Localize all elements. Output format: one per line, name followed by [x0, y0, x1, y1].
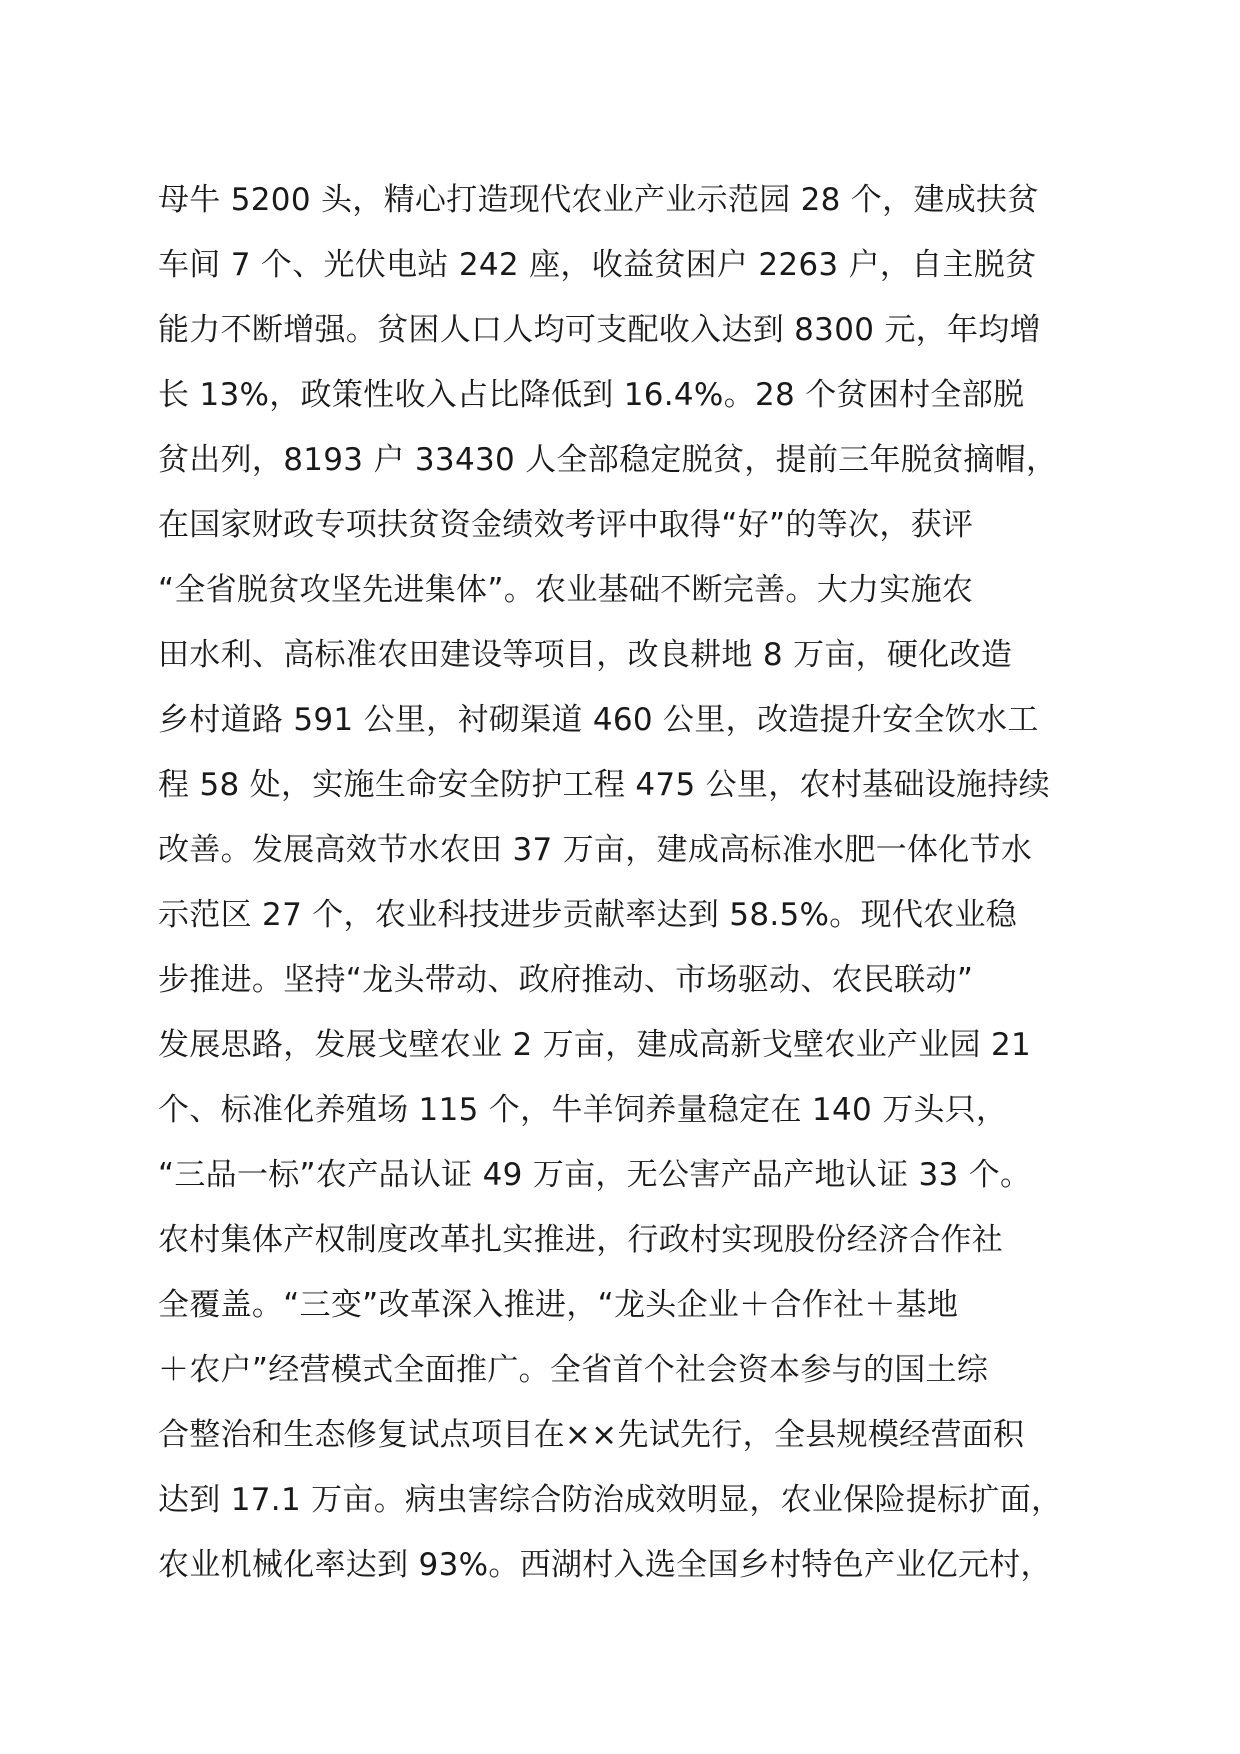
body-paragraph: [158, 168, 1118, 1598]
text-line: 步推进。坚持“龙头带动、政府推动、市场驱动、农民联动”: [158, 962, 974, 998]
text-line: 改善。发展高效节水农田 37 万亩，建成高标准水肥一体化节水: [158, 832, 1033, 868]
text-line: 农业机械化率达到 93%。西湖村入选全国乡村特色产业亿元村，: [158, 1547, 1052, 1583]
text-line: 示范区 27 个，农业科技进步贡献率达到 58.5%。现代农业稳: [158, 897, 1018, 933]
text-line: 贫出列，8193 户 33430 人全部稳定脱贫，提前三年脱贫摘帽，: [158, 442, 1058, 478]
text-line: 农村集体产权制度改革扎实推进，行政村实现股份经济合作社: [158, 1222, 1004, 1258]
text-line: 车间 7 个、光伏电站 242 座，收益贫困户 2263 户，自主脱贫: [158, 247, 1037, 283]
text-line: 乡村道路 591 公里，衬砌渠道 460 公里，改造提升安全饮水工: [158, 702, 1039, 738]
text-line: 母牛 5200 头，精心打造现代农业产业示范园 28 个，建成扶贫: [158, 182, 1039, 218]
text-line: 合整治和生态修复试点项目在××先试先行，全县规模经营面积: [158, 1417, 1025, 1453]
text-line: 发展思路，发展戈壁农业 2 万亩，建成高新戈壁农业产业园 21: [158, 1027, 1032, 1063]
text-line: 全覆盖。“三变”改革深入推进，“龙头企业＋合作社＋基地: [158, 1287, 959, 1323]
text-line: 在国家财政专项扶贫资金绩效考评中取得“好”的等次，获评: [158, 507, 974, 543]
text-line: 达到 17.1 万亩。病虫害综合防治成效明显，农业保险提标扩面，: [158, 1482, 1063, 1518]
text-line: 个、标准化养殖场 115 个，牛羊饲养量稳定在 140 万头只，: [158, 1092, 1008, 1128]
text-line: 长 13%，政策性收入占比降低到 16.4%。28 个贫困村全部脱: [158, 377, 1025, 413]
text-line: “全省脱贫攻坚先进集体”。农业基础不断完善。大力实施农: [158, 572, 974, 608]
text-line: “三品一标”农产品认证 49 万亩，无公害产品产地认证 33 个。: [158, 1157, 1032, 1193]
text-line: 程 58 处，实施生命安全防护工程 475 公里，农村基础设施持续: [158, 767, 1050, 803]
text-line: 能力不断增强。贫困人口人均可支配收入达到 8300 元，年均增: [158, 312, 1041, 348]
text-line: 田水利、高标准农田建设等项目，改良耕地 8 万亩，硬化改造: [158, 637, 1013, 673]
text-line: ＋农户”经营模式全面推广。全省首个社会资本参与的国土综: [158, 1352, 989, 1388]
